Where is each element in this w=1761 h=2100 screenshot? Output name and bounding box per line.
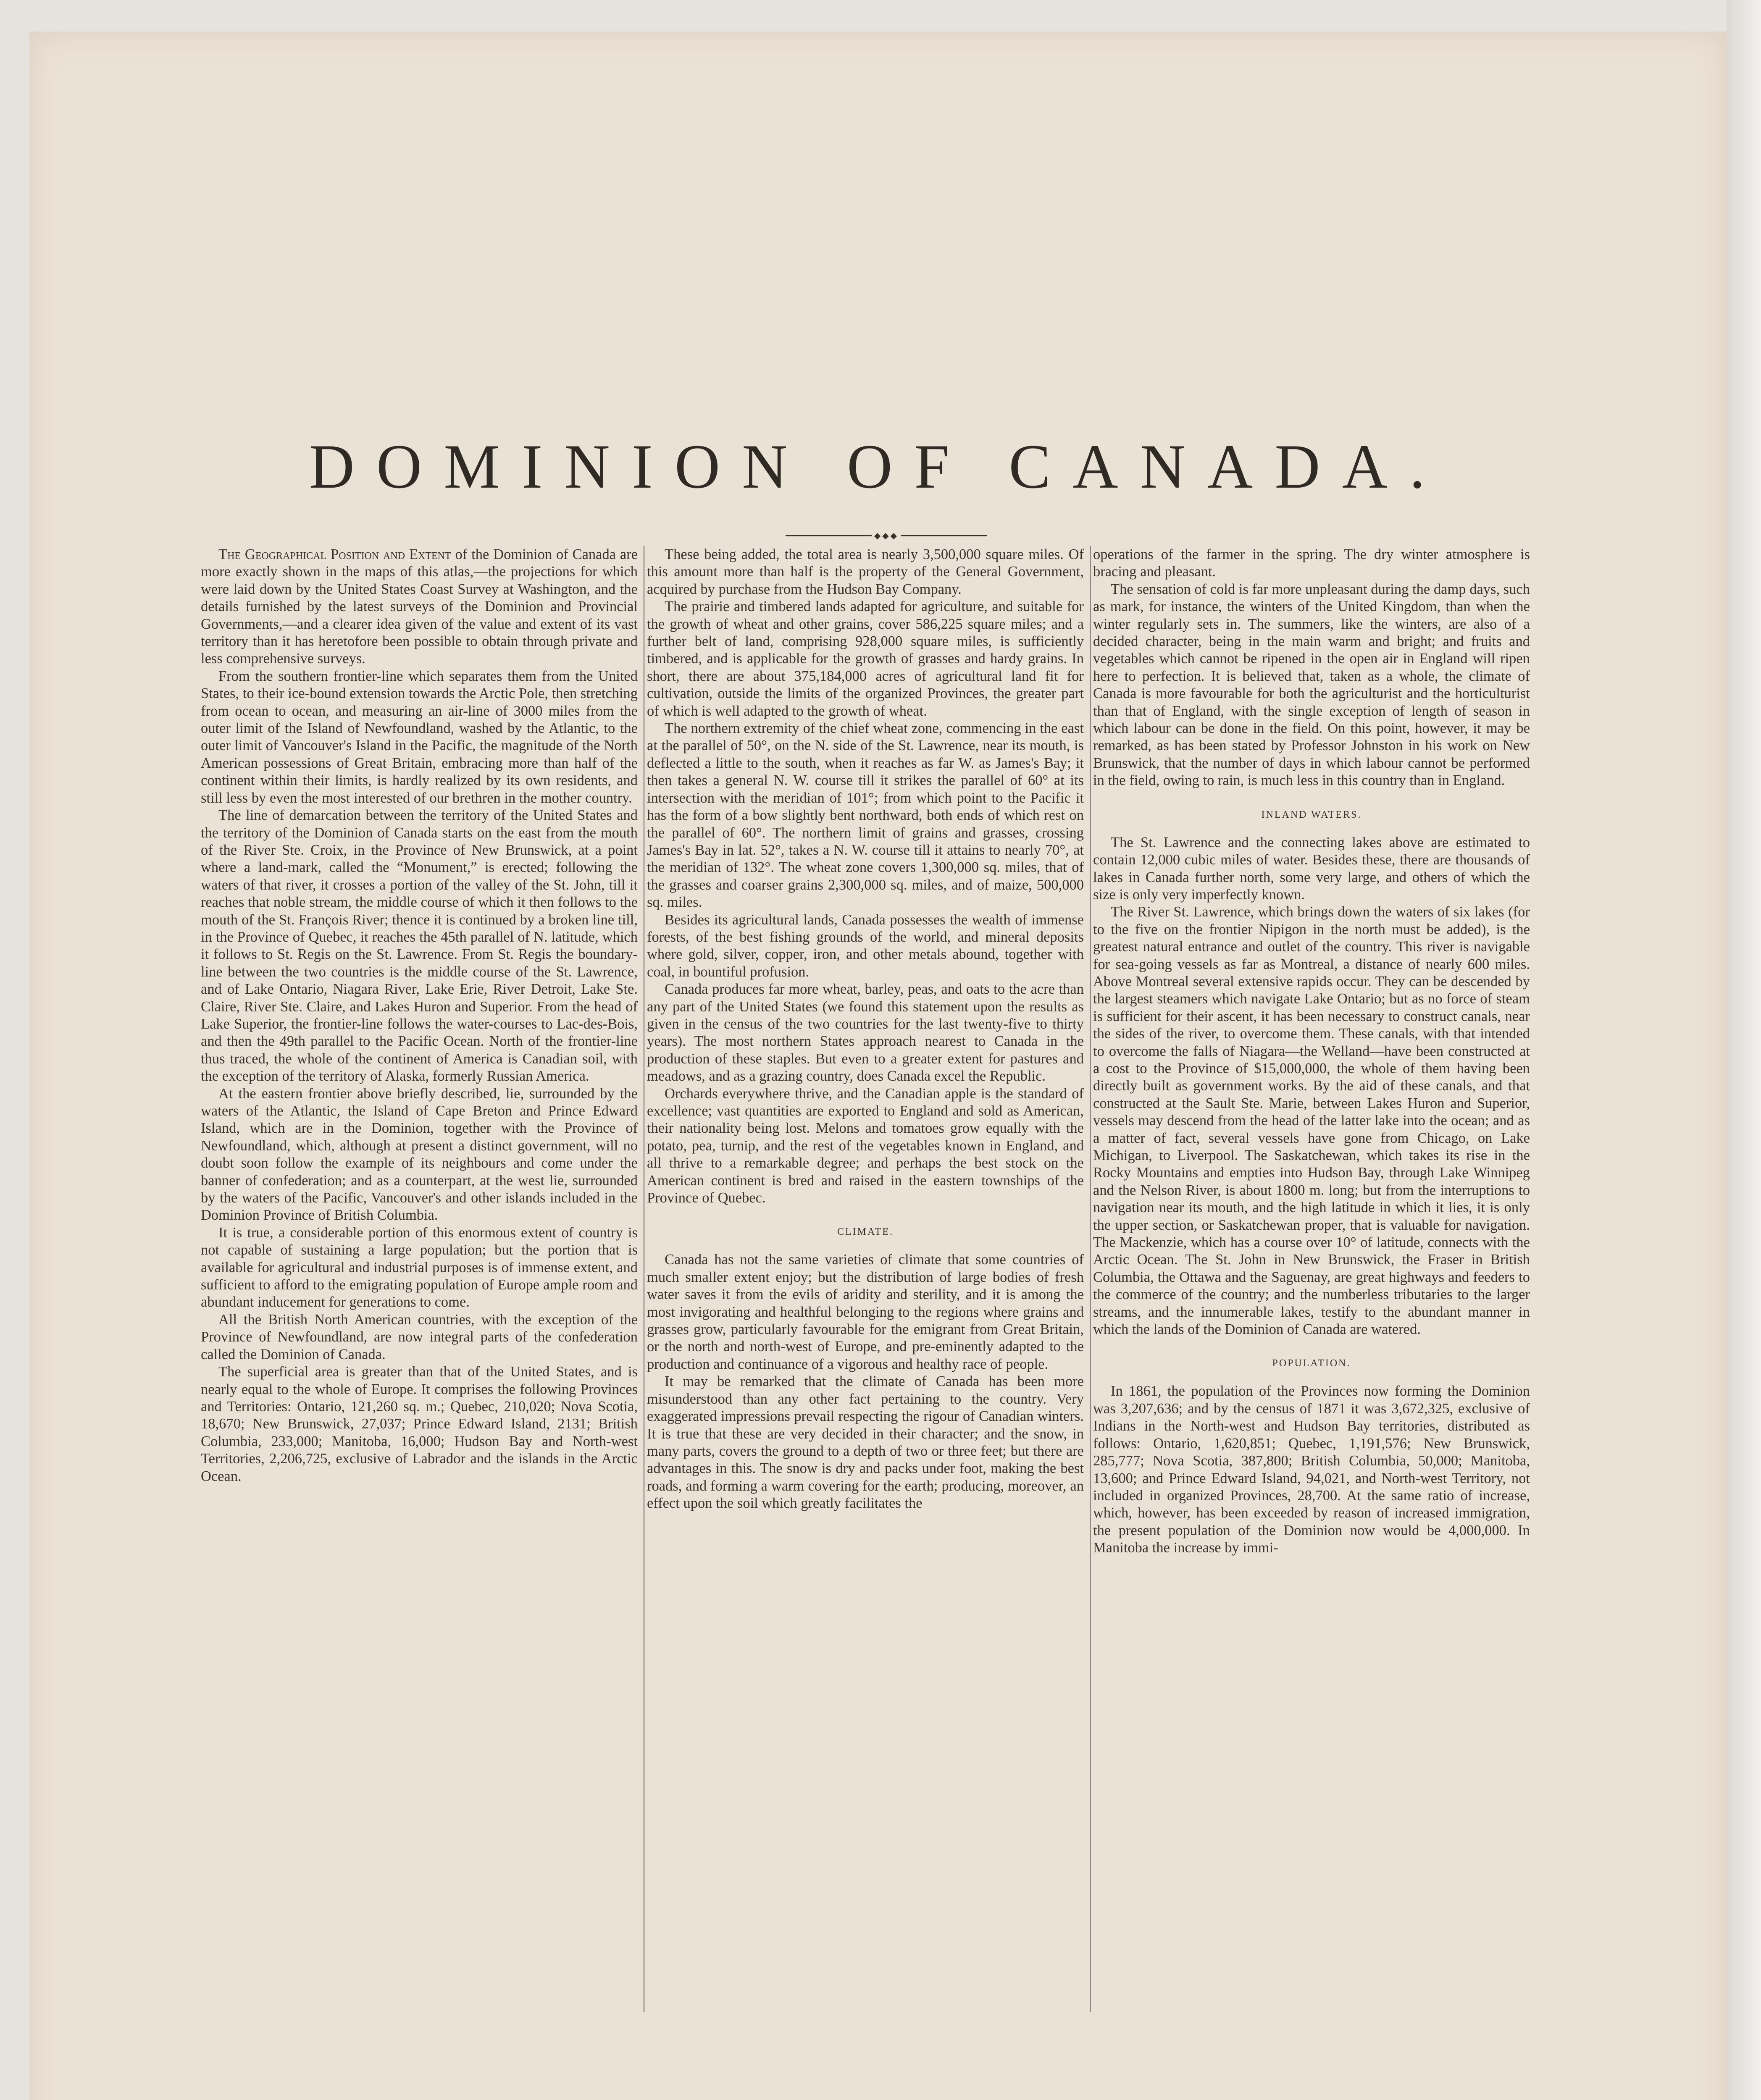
paragraph: The sensation of cold is far more unpleasant during the damp days, such as mark, for instance, the winters of the United Kingdom, than when the winter regularly sets in. The summers, like the winters, are also of a decided character, being in the main warm and bright; and fruits and vegetables which cannot be ripened in the open air in England will ripen here to perfection. It is believed that, taken as a whole, the climate of Canada is more favourable for both the agriculturist and the horticulturist than that of England, with the single exception of length of season in which labour can be done in the field. On this point, however, it may be remarked, as has been stated by Professor Johnston in his work on New Brunswick, that the number of days in which labour cannot be performed in the field, owing to rain, is much less in this country than in England. (1093, 581, 1530, 789)
paragraph-text: of the Dominion of Canada are more exactly shown in the maps of this atlas,—the projections for which were laid down by the United States Coast Survey at Washington, and the details furnished by the latest surveys of the Dominion and Provincial Governments,—and a clearer idea given of the value and extent of its vast territory than it has heretofore been possible to obtain through private and less comprehensive surveys. (201, 546, 638, 667)
section-heading-population: POPULATION. (1272, 1358, 1351, 1369)
paragraph: The superficial area is greater than that of the United States, and is nearly equal to the whole of Europe. It comprises the following Provinces and Territories: Ontario, 121,260 sq. m.; Quebec, 210,020; Nova Scotia, 18,670; New Brunswick, 27,037; Prince Edward Island, 2131; British Columbia, 233,000; Manitoba, 16,000; Hudson Bay and North-west Territories, 2,206,725, exclusive of Labrador and the islands in the Arctic Ocean. (201, 1364, 638, 1484)
paragraph: The prairie and timbered lands adapted for agriculture, and suitable for the growth of wheat and other grains, cover 586,225 square miles; and a further belt of land, comprising 928,000 square miles, is sufficiently timbered, and is applicable for the growth of grasses and hardy grains. In short, there are about 375,184,000 acres of agricultural land fit for cultivation, outside the limits of the organized Provinces, the greater part of which is well adapted to the growth of wheat. (647, 598, 1084, 719)
paragraph: Canada has not the same varieties of climate that some countries of much smaller extent enjoy; but the distribution of large bodies of fresh water saves it from the evils of aridity and sterility, and it is among the most invigorating and healthful belonging to the regions where grains and grasses grow, particularly favourable for the emigrant from Great Britain, or the north and north-west of Europe, and pre-eminently adapted to the production and continuance of a vigorous and healthy race of people. (647, 1252, 1084, 1372)
section-heading-climate: CLIMATE. (837, 1226, 894, 1238)
paragraph: At the eastern frontier above briefly described, lie, surrounded by the waters of the Atlantic, the Island of Cape Breton and Prince Edward Island, which are in the Dominion, together with the Province of Newfoundland, which, although at present a distinct government, will no doubt soon follow the example of its neighbours and come under the banner of confederation; and as a counterpart, at the west lie, surrounded by the waters of the Pacific, Vancouver's and other islands included in the Dominion Province of British Columbia. (201, 1085, 638, 1223)
paragraph: Canada produces far more wheat, barley, peas, and oats to the acre than any part of the United States (we found this statement upon the results as given in the census of the two countries for the last twenty-five to thirty years). The most northern States approach nearest to Canada in the production of these staples. But even to a greater extent for pastures and meadows, and as a grazing country, does Canada excel the Republic. (647, 981, 1084, 1084)
text-column-1 (201, 546, 638, 1485)
paragraph: In 1861, the population of the Provinces now forming the Dominion was 3,207,636; and by the census of 1871 it was 3,672,325, exclusive of Indians in the North-west and Hudson Bay territories, distributed as follows: Ontario, 1,620,851; Quebec, 1,191,576; New Brunswick, 285,777; Nova Scotia, 387,800; British Columbia, 50,000; Manitoba, 13,600; and Prince Edward Island, 94,021, and North-west Territory, not included in organized Provinces, 28,700. At the same ratio of increase, which, however, has been exceeded by reason of increased immigration, the present population of the Dominion now would be 4,000,000. In Manitoba the increase by immi- (1093, 1383, 1530, 1556)
paragraph: The St. Lawrence and the connecting lakes above are estimated to contain 12,000 cubic miles of water. Besides these, there are thousands of lakes in Canada further north, some very large, and others of which the size is only very imperfectly known. (1093, 834, 1530, 903)
section-heading-inland-waters: INLAND WATERS. (1261, 809, 1362, 820)
paragraph: It may be remarked that the climate of Canada has been more misunderstood than any other fact pertaining to the country. Very exaggerated impressions prevail respecting the rigour of Canadian winters. It is true that these are very decided in their character; and the snow, in many parts, covers the ground to a depth of two or three feet; but there are advantages in this. The snow is dry and packs under foot, making the best roads, and forming a warm covering for the earth; producing, moreover, an effect upon the soil which greatly facilitates the (647, 1373, 1084, 1512)
paragraph: operations of the farmer in the spring. The dry winter atmosphere is bracing and pleasant. (1093, 546, 1530, 580)
lead-in: The Geographical Position and Extent (218, 546, 451, 562)
paragraph: The northern extremity of the chief wheat zone, commencing in the east at the parallel of 50°, on the N. side of the St. Lawrence, near its mouth, is deflected a little to the south, when it reaches as far W. as James's Bay; it then takes a general N. W. course till it strikes the parallel of 60° at its intersection with the meridian of 101°; from which point to the Pacific it has the form of a bow slightly bent northward, both ends of which rest on the parallel of 60°. The northern limit of grains and grasses, crossing James's Bay in lat. 52°, takes a N. W. course till it attains to nearly 70°, at the meridian of 132°. The wheat zone covers 1,300,000 sq. miles, that of the grasses and coarser grains 2,300,000 sq. miles, and of maize, 500,000 sq. miles. (647, 720, 1084, 911)
paragraph: Orchards everywhere thrive, and the Canadian apple is the standard of excellence; vast quantities are exported to England and sold as American, their nationality being lost. Melons and tomatoes grow equally with the potato, pea, turnip, and the rest of the vegetables known in England, and all thrive to a remarkable degree; and perhaps the best stock on the American continent is bred and raised in the eastern townships of the Province of Quebec. (647, 1085, 1084, 1206)
title-ornament: ◆◆◆ (786, 529, 987, 542)
paragraph: From the southern frontier-line which separates them from the United States, to their ice-bound extension towards the Arctic Pole, then stretching from ocean to ocean, and measuring an air-line of 3000 miles from the outer limit of the Island of Newfoundland, washed by the Atlantic, to the outer limit of Vancouver's Island in the Pacific, the magnitude of the North American possessions of Great Britain, embracing more than half of the continent within their limits, is hardly realized by its own residents, and still less by even the most interested of our brethren in the mother country. (201, 668, 638, 806)
page-edge (1727, 0, 1761, 2100)
paragraph: All the British North American countries, with the exception of the Province of Newfoundland, are now integral parts of the confederation called the Dominion of Canada. (201, 1311, 638, 1362)
paragraph: The line of demarcation between the territory of the United States and the territory of the Dominion of Canada starts on the east from the mouth of the River Ste. Croix, in the Province of New Brunswick, at a point where a land-mark, called the “Monument,” is erected; following the waters of that river, it crosses a portion of the valley of the St. John, till it reaches that noble stream, the middle course of which it then follows to the mouth of the St. François River; thence it is continued by a broken line till, in the Province of Quebec, it reaches the 45th parallel of N. latitude, which it follows to St. Regis on the St. Lawrence. From St. Regis the boundary-line between the two countries is the middle course of the St. Lawrence, and of Lake Ontario, Niagara River, Lake Erie, River Detroit, Lake Ste. Claire, River Ste. Claire, and Lakes Huron and Superior. From the head of Lake Superior, the frontier-line follows the water-courses to Lac-des-Bois, and then the 49th parallel to the Pacific Ocean. North of the frontier-line thus traced, the whole of the continent of America is Canadian soil, with the exception of the territory of Alaska, formerly Russian America. (201, 807, 638, 1084)
text-column-2 (647, 546, 1084, 1512)
column-rule (1090, 546, 1091, 2012)
text-column-3 (1093, 546, 1530, 1557)
paragraph: Besides its agricultural lands, Canada possesses the wealth of immense forests, of the best fishing grounds of the world, and mineral deposits where gold, silver, copper, iron, and other metals abound, together with coal, in bountiful profusion. (647, 911, 1084, 980)
paragraph: The River St. Lawrence, which brings down the waters of six lakes (for to the five on the frontier Nipigon in the north must be added), is the greatest natural entrance and outlet of the country. This river is navigable for sea-going vessels as far as Montreal, a distance of nearly 600 miles. Above Montreal several extensive rapids occur. They can be descended by the largest steamers which navigate Lake Ontario; but as no force of steam is sufficient for their ascent, it has been necessary to construct canals, near the sides of the river, to overcome them. These canals, with that intended to overcome the falls of Niagara—the Welland—have been constructed at a cost to the Province of $15,000,000, the whole of them having been directly built as government works. By the aid of these canals, and that constructed at the Sault Ste. Marie, between Lakes Huron and Superior, vessels may descend from the head of the latter lake into the ocean; and as a matter of fact, several vessels have gone from Chicago, on Lake Michigan, to Liverpool. The Saskatchewan, which takes its rise in the Rocky Mountains and empties into Hudson Bay, through Lake Winnipeg and the Nelson River, is about 1800 m. long; but from the interruptions to navigation near its mouth, and the high latitude in which it lies, it is only the upper section, or Saskatchewan proper, that is valuable for navigation. The Mackenzie, which has a course over 10° of latitude, connects with the Arctic Ocean. The St. John in New Brunswick, the Fraser in British Columbia, the Ottawa and the Saguenay, are great highways and feeders to the commerce of the country; and the numberless tributaries to the larger streams, and the innumerable lakes, testify to the abundant manner in which the lands of the Dominion of Canada are watered. (1093, 904, 1530, 1338)
paragraph: It is true, a considerable portion of this enormous extent of country is not capable of sustaining a large population; but the portion that is available for agricultural and industrial purposes is of immense extent, and sufficient to afford to the emigrating population of Europe ample room and abundant inducement for generations to come. (201, 1224, 638, 1310)
paragraph (201, 546, 638, 668)
paragraph: These being added, the total area is nearly 3,500,000 square miles. Of this amount more than half is the property of the General Government, acquired by purchase from the Hudson Bay Company. (647, 546, 1084, 597)
page-title: DOMINION OF CANADA. (309, 432, 1447, 501)
